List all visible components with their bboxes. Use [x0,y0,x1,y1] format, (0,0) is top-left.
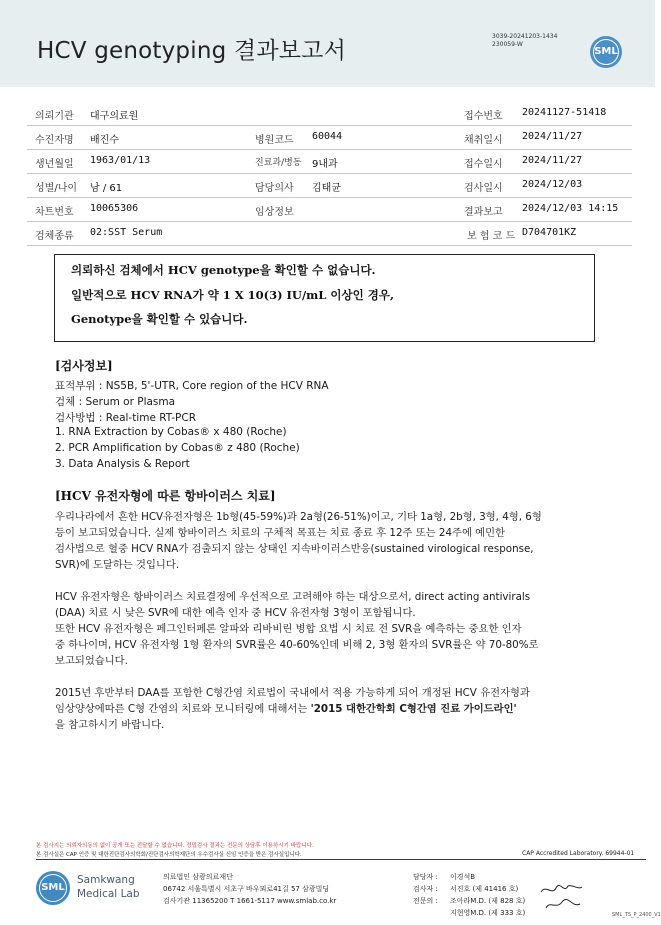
label-hospital-code: 병원코드 [255,135,294,146]
guideline-name: '2015 대한간학회 C형간염 진료 가이드라인' [310,703,517,715]
notice-line-1: 의뢰하신 검체에서 HCV genotype을 확인할 수 없습니다. [71,263,376,277]
notice-line-2: 일반적으로 HCV RNA가 약 1 X 10(3) IU/mL 이상인 경우, [71,288,394,302]
sml-logo-icon [590,36,622,68]
label-received-date: 접수일시 [464,159,503,170]
cap-accreditation: CAP Accredited Laboratory. 69944-01 [522,850,635,857]
signature-image [538,880,586,914]
info-row-3 [27,149,632,174]
form-code: SML_TS_P_2400_V1 [612,912,661,918]
staff-label-specialist: 전문의 : [413,897,438,905]
label-insurance-code: 보 험 코 드 [467,231,516,242]
report-title: HCV genotyping 결과보고서 [37,38,346,64]
value-specimen-type: 02:SST Serum [90,227,163,238]
label-birth-date: 생년월일 [35,159,74,170]
label-patient-name: 수진자명 [35,135,74,146]
value-physician: 김태균 [312,183,341,194]
footer-divider [36,859,646,860]
staff-label-tester: 검사자 : [413,885,438,893]
value-sex-age: 남 / 61 [90,183,123,194]
samkwang-logo-icon [36,871,70,905]
info-row-4 [27,173,632,198]
antiviral-paragraph-1-line: 등이 보고되었습니다. 실제 항바이러스 치료의 구체적 목표는 치료 종료 후 12주 또는 24주에 예민한 [55,527,506,539]
label-clinical-info: 임상정보 [255,207,294,218]
test-info-title: [검사정보] [55,359,113,373]
info-row-6 [27,221,632,246]
antiviral-paragraph-2-line: 중 하나이며, HCV 유전자형 1형 환자의 SVR률은 40-60%인데 비해 2, 3형 환자의 SVR률은 약 70-80%로 [55,639,539,651]
value-collection-date: 2024/11/27 [522,131,583,142]
footer-disclaimer: 본 검사지는 의뢰자의동의 없이 공개 또는 전달할 수 없습니다. 정밀검사 결과는 전문의 상담후 이용하시기 바랍니다. [36,843,314,849]
brand-name-line-1: Samkwang [77,874,135,886]
notice-line-3: Genotype을 확인할 수 있습니다. [71,312,248,326]
antiviral-paragraph-1-line: 검사법으로 혈중 HCV RNA가 검출되지 않는 상태인 지속바이러스반응(sustained virological response, [55,543,534,555]
value-report-date: 2024/12/03 14:15 [522,203,619,214]
value-department: 9내과 [312,159,338,170]
antiviral-title: [HCV 유전자형에 따른 항바이러스 치료] [55,489,276,503]
label-physician: 담당의사 [255,183,294,194]
label-requesting-org: 의뢰기관 [35,111,74,122]
test-info-line: 검사방법 : Real-time RT-PCR [55,412,196,424]
test-info-line: 검체 : Serum or Plasma [55,396,176,408]
antiviral-paragraph-2-line: (DAA) 치료 시 낮은 SVR에 대한 예측 인자 중 HCV 유전자형 3형이 포함됩니다. [55,607,416,619]
footer-address: 06742 서울특별시 서초구 바우뫼로41길 57 삼광빌딩 [163,885,330,893]
info-row-2 [27,125,632,150]
antiviral-paragraph-2-line: 보고되었습니다. [55,655,128,667]
staff-value-tester: 서진호 (제 41416 호) [450,885,519,893]
antiviral-paragraph-3-line: 을 참고하시기 바랍니다. [55,719,165,731]
antiviral-paragraph-3-line [55,700,517,715]
logo-text: SML [41,882,65,893]
value-patient-name: 배진수 [90,135,119,146]
value-chart-number: 10065306 [90,203,139,214]
label-chart-number: 차트번호 [35,207,74,218]
value-test-date: 2024/12/03 [522,179,583,190]
staff-value-manager: 이경석B [450,873,476,881]
test-info-line: 3. Data Analysis & Report [55,458,190,470]
info-row-1 [27,101,632,126]
antiviral-paragraph-1-line: 우리나라에서 흔한 HCV유전자형은 1b형(45-59%)과 2a형(26-51%)이고, 기타 1a형, 2b형, 3형, 4형, 6형 [55,511,542,523]
value-birth-date: 1963/01/13 [90,155,151,166]
logo-text: SML [594,46,618,57]
label-test-date: 검사일시 [464,183,503,194]
label-specimen-type: 검체종류 [35,231,74,242]
footer-foundation: 의료법인 삼광의료재단 [163,873,233,881]
value-requesting-org: 대구의료원 [90,111,139,122]
document-code-1: 3039-20241203-1434 [492,33,558,40]
brand-name-line-2: Medical Lab [77,888,140,900]
value-insurance-code: D704701KZ [522,227,577,238]
label-sex-age: 성별/나이 [35,183,78,194]
footer-certification: 본 검사실은 CAP 인증 및 대한진단검사의학회/진단검사의학재단의 우수검사실 신임 인증을 받은 검사실입니다. [36,852,302,858]
label-collection-date: 채취일시 [464,135,503,146]
staff-label-manager: 담당자 : [413,873,438,881]
guideline-intro-text: 임상양상에따른 C형 간염의 치료와 모니터링에 대해서는 [55,703,311,715]
document-code-2: 230059-W [492,41,523,48]
antiviral-paragraph-3-line: 2015년 후반부터 DAA를 포함한 C형간염 치료법이 국내에서 적용 가능하게 되어 개정된 HCV 유전자형과 [55,687,530,699]
label-department: 진료과/병동 [255,158,302,168]
antiviral-paragraph-2-line: HCV 유전자형은 항바이러스 치료결정에 우선적으로 고려해야 하는 대상으로서, direct acting antivirals [55,591,531,603]
value-hospital-code: 60044 [312,131,343,142]
test-info-line: 2. PCR Amplification by Cobas® z 480 (Roche) [55,442,300,454]
footer-contact: 검사기관 11365200 T 1661-5117 www.smlab.co.kr [163,897,337,905]
antiviral-paragraph-2-line: 또한 HCV 유전자형은 페그인터페론 알파와 리바비린 병합 요법 시 치료 전 SVR을 예측하는 중요한 인자 [55,623,522,635]
result-notice-box [54,254,595,342]
staff-value-specialist-1: 조아라M.D. (제 828 호) [450,897,526,905]
label-report-date: 결과보고 [464,207,503,218]
document-codes [492,33,557,49]
value-receipt-number: 20241127-51418 [522,107,607,118]
antiviral-paragraph-1-line: SVR)에 도달하는 것입니다. [55,559,180,571]
staff-value-specialist-2: 지현영M.D. (제 333 호) [450,909,526,917]
info-row-5 [27,197,632,222]
test-info-line: 표적부위 : NS5B, 5'-UTR, Core region of the HCV RNA [55,380,329,392]
test-info-line: 1. RNA Extraction by Cobas® x 480 (Roche) [55,426,287,438]
label-receipt-number: 접수번호 [464,111,503,122]
value-received-date: 2024/11/27 [522,155,583,166]
